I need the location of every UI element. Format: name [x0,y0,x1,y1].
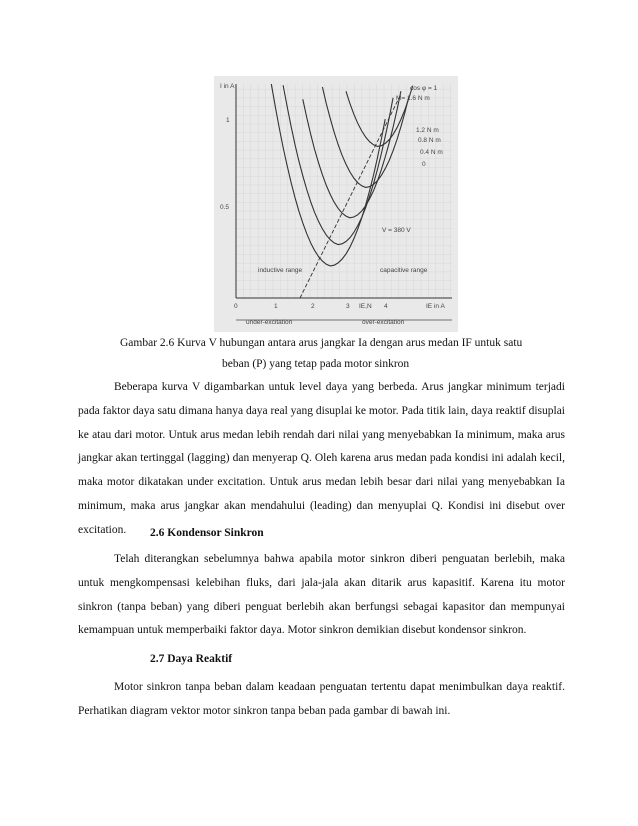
label-load-0-8: 0.8 N m [418,137,441,144]
v-curve-chart [214,76,458,332]
capacitive-range-label: capacitive range [380,267,428,274]
y-tick-0-5: 0.5 [220,204,230,211]
x-tick-4: 4 [384,303,388,310]
x-tick-2: 2 [311,303,315,310]
voltage-label: V = 380 V [382,227,411,234]
heading-kondensor-sinkron: 2.6 Kondensor Sinkron [150,527,264,539]
label-load-0: 0 [422,161,426,168]
paragraph-kondensor-text: Telah diterangkan sebelumnya bahwa apabila motor sinkron diberi penguatan berlebih, maka untuk mengkompensasi kelebihan fluks, dari jala-jala akan ditarik arus kapasitif. Karena itu motor sinkron (tanpa beban) yang diberi penguat berlebih akan berfungsi sebagai kapasitor dan mempunyai kemampuan untuk memperbaiki faktor daya. Motor sinkron demikian disebut kondensor sinkron. [78,553,565,637]
ien-mark: IE,N [359,303,372,310]
label-load-1-6: M= 1.6 N m [396,95,430,102]
heading-daya-reaktif: 2.7 Daya Reaktif [150,653,233,665]
paragraph-daya-reaktif [78,676,565,724]
paragraph-daya-reaktif-text: Motor sinkron tanpa beban dalam keadaan penguatan tertentu dapat menimbulkan daya reaktif. Perhatikan diagram vektor motor sinkron tanpa beban pada gambar di bawah ini. [78,681,565,717]
paragraph-v-curves [78,376,565,543]
x-tick-0: 0 [234,303,238,310]
figure-caption-line2: beban (P) yang tetap pada motor sinkron [222,358,410,370]
under-excitation-label: under-excitation [246,319,293,326]
paragraph-kondensor [78,548,565,643]
label-cos-phi: cos φ = 1 [410,85,438,92]
v-curve-figure [214,76,458,332]
figure-caption-line1: Gambar 2.6 Kurva V hubungan antara arus jangkar Ia dengan arus medan IF untuk satu [120,337,523,349]
x-axis-label: IE in A [426,303,445,310]
x-tick-3: 3 [346,303,350,310]
label-load-0-4: 0.4 N m [420,149,443,156]
y-tick-1: 1 [226,117,230,124]
x-tick-1: 1 [274,303,278,310]
label-load-1-2: 1.2 N m [416,127,439,134]
paragraph-v-curves-text: Beberapa kurva V digambarkan untuk level daya yang berbeda. Arus jangkar minimum terjadi pada faktor daya satu dimana hanya daya real yang disuplai ke motor. Pada titik lain, daya reaktif disuplai ke atau dari motor. Untuk arus medan lebih rendah dari nilai yang menyebabkan Ia minimum, maka arus jangkar akan tertinggal (lagging) dan menyerap Q. Oleh karena arus medan pada kondisi ini adalah kecil, maka motor dikatakan under excitation. Untuk arus medan lebih besar dari nilai yang menyebabkan Ia minimum, maka arus jangkar akan mendahului (leading) dan menyuplai Q. Kondisi ini disebut over excitation. [78,381,565,536]
y-axis-label: I in A [220,83,235,90]
inductive-range-label: inductive range [258,267,303,274]
over-excitation-label: over-excitation [362,319,405,326]
